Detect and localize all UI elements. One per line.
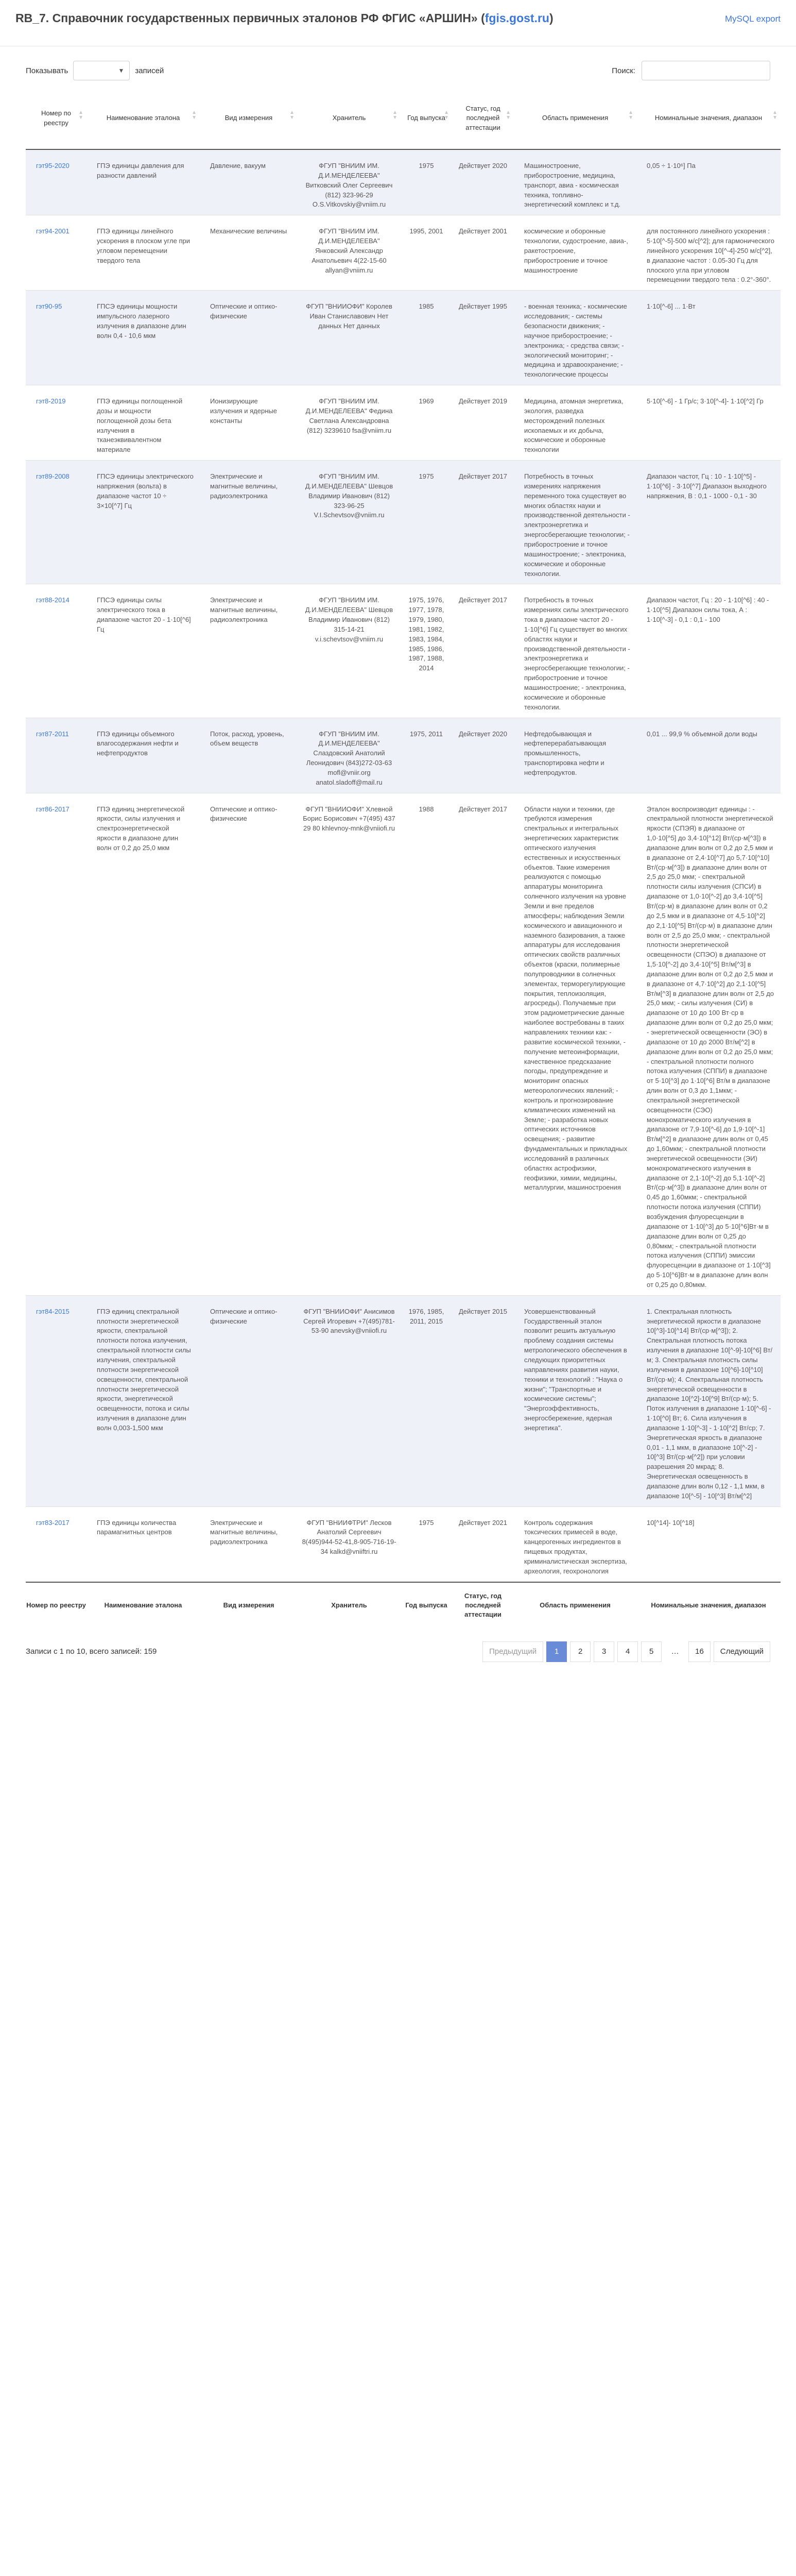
column-footer: Статус, год последней аттестации bbox=[452, 1582, 514, 1629]
page-length-select[interactable] bbox=[73, 61, 130, 80]
cell-keeper: ФГУП "ВНИИМ ИМ. Д.И.МЕНДЕЛЕЕВА" Федина Светлана Александровна (812) 3239610 fsa@vniim.ru bbox=[298, 385, 401, 461]
table-row bbox=[26, 461, 781, 584]
column-header[interactable] bbox=[26, 88, 86, 149]
cell-keeper: ФГУП "ВНИИМ ИМ. Д.И.МЕНДЕЛЕЕВА" Янковский Александр Анатольевич 4(22-15-60 allyan@vniim.ru bbox=[298, 215, 401, 291]
page-button[interactable]: 4 bbox=[617, 1641, 638, 1662]
cell-status: Действует 2001 bbox=[452, 215, 514, 291]
table-row bbox=[26, 385, 781, 461]
cell-area: Потребность в точных измерениях напряжения переменного тока существует во многих областях науки и производственной деятельности - электроэнергетика и энергосберегающие технологии; - приборостроение и точное машиностроение; - электроника, космические и оборонные технологии. bbox=[514, 461, 636, 584]
cell-range: 1·10[^-6] ... 1·Вт bbox=[636, 291, 781, 385]
mysql-export-link[interactable]: MySQL export bbox=[724, 14, 781, 24]
registry-number-link[interactable]: гэт95-2020 bbox=[36, 162, 70, 170]
page-button[interactable]: 3 bbox=[594, 1641, 614, 1662]
table-row bbox=[26, 149, 781, 215]
column-footer: Наименование эталона bbox=[86, 1582, 200, 1629]
cell-area: Усовершенствованный Государственный эталон позволит решить актуальную проблему создания системы метрологического обеспечения в следующих приоритетных направлениях развития науки, техники и технологий : "Наука о жизни"; "Транспортные и космические системы"; "Энергоэффективность, энергосбережение, ядерная энергетика". bbox=[514, 1295, 636, 1506]
table-controls bbox=[0, 46, 796, 88]
cell-year: 1975, 1976, 1977, 1978, 1979, 1980, 1981, 1982, 1983, 1984, 1985, 1986, 1987, 1988, 2014 bbox=[401, 584, 452, 718]
cell-year: 1976, 1985, 2011, 2015 bbox=[401, 1295, 452, 1506]
cell-kind: Электрические и магнитные величины, радиоэлектроника bbox=[200, 584, 298, 718]
cell-range: Эталон воспроизводит единицы : - спектральной плотности энергетической яркости (СПЭЯ) в диапазоне от 1,0·10[^5] до 3,4·10[^12] Вт/(ср·м[^3]) в диапазоне длин волн от 0,2 до 2,5 мкм и в диапазоне от 2,4·10[^7] до 5,7·10[^10] Вт/(ср·м[^3]) в диапазоне длин волн от 2,5 до 25,0 мкм; - спектральной плотности силы излучения (СПСИ) в диапазоне от 1,0·10[^-2] до 3,4·10[^5] Вт/(ср·м) в диапазоне длин волн от 0,2 до 2,5 мкм и в диапазоне от 4,5·10[^2] до 2,1·10[^5] Вт/(ср·м) в диапазоне длин волн от 2,5 до 25,0 мкм; - спектральной плотности энергетической освещенности (СПЭО) в диапазоне от 1,5·10[^-2] до 3,4·10[^5] Вт/м[^3] в диапазоне длин волн от 0,2 до 2,5 мкм и в диапазоне от 4,7·10[^2] до 2,1·10[^5] Вт/м[^3] в диапазоне длин волн от 2,5 до 25,0 мкм; - силы излучения (СИ) в диапазоне от 10 до 100 Вт·ср в диапазоне длин волн от 0,2 до 25,0 мкм; - энергетической освещенности (ЭО) в диапазоне от 10 до 2000 Вт/м[^2] в диапазоне длин волн от 0,2 до 25,0 мкм; - спектральной плотности полного потока излучения (СППИ) в диапазоне от 5·10[^3] до 1·10[^6] Вт/м в диапазоне длин волн от 0,3 до 1,1мкм; - спектральной энергетической освещенности (СЭО) монохроматического излучения в диапазоне от 7,9·10[^-6] до 1,9·10[^-1] Вт/м[^2] в диапазоне длин волн от 0,45 до 1,60мкм; - спектральной плотности энергетической освещенности (ЭИ) монохроматического излучения в диапазоне от 2,1·10[^-2] до 5,1·10[^-2] Вт/(ср·м[^3]) в диапазоне длин волн от 0,45 до 1,60мкм; - спектральной плотности потока излучения (СППИ) возбуждения флуоресценции в диапазоне от 1·10[^3] до 5·10[^6]Вт·м в диапазоне длин волн от 0,25 до 0,80мкм; - спектральной плотности потока излучения (СППИ) эмиссии флуоресценции в диапазоне от 1·10[^3] до 5·10[^6]Вт·м в диапазоне длин волн от 0,25 до 0,80мкм. bbox=[636, 793, 781, 1295]
table-header-row bbox=[26, 88, 781, 149]
search-input[interactable] bbox=[642, 61, 770, 80]
page-title-text: RB_7. Справочник государственных первичных эталонов РФ ФГИС «АРШИН» ( bbox=[15, 11, 485, 25]
sort-icon: ▲ ▼ bbox=[628, 110, 633, 121]
cell-kind: Оптические и оптико-физические bbox=[200, 1295, 298, 1506]
cell-kind: Оптические и оптико-физические bbox=[200, 793, 298, 1295]
table-row bbox=[26, 718, 781, 793]
chevron-down-icon: ▼ bbox=[118, 67, 125, 74]
cell-status: Действует 2015 bbox=[452, 1295, 514, 1506]
cell-reg bbox=[26, 584, 86, 718]
sort-icon: ▲ ▼ bbox=[444, 110, 449, 121]
registry-number-link[interactable]: гэт90-95 bbox=[36, 302, 62, 311]
cell-reg bbox=[26, 1295, 86, 1506]
page-button[interactable]: 2 bbox=[570, 1641, 591, 1662]
cell-keeper: ФГУП "ВНИИОФИ" Королев Иван Станиславович Нет данных Нет данных bbox=[298, 291, 401, 385]
cell-reg bbox=[26, 461, 86, 584]
cell-range: 10[^14]- 10[^18] bbox=[636, 1506, 781, 1582]
cell-range: для постоянного линейного ускорения : 5·10[^-5]-500 м/с[^2]; для гармонического линейного ускорения 10[^-4]-250 м/с[^2], в диапазоне частот : 0.05-30 Гц для плоского угла при угловом перемещении твердого тела : 0.2°-360°. bbox=[636, 215, 781, 291]
cell-status: Действует 1995 bbox=[452, 291, 514, 385]
table-row bbox=[26, 215, 781, 291]
sort-icon: ▲ ▼ bbox=[289, 110, 295, 121]
next-page-button[interactable]: Следующий bbox=[714, 1641, 770, 1662]
cell-area: Контроль содержания токсических примесей в воде, канцерогенных ингредиентов в пищевых продуктах, криминалистическая экспертиза, археология, геохронология bbox=[514, 1506, 636, 1582]
table-row bbox=[26, 584, 781, 718]
cell-reg bbox=[26, 1506, 86, 1582]
cell-status: Действует 2021 bbox=[452, 1506, 514, 1582]
cell-status: Действует 2020 bbox=[452, 149, 514, 215]
cell-status: Действует 2017 bbox=[452, 584, 514, 718]
column-header-label: Статус, год последней аттестации bbox=[465, 105, 500, 131]
top-bar bbox=[0, 0, 796, 46]
cell-name: ГПСЭ единицы мощности импульсного лазерного излучения в диапазоне длин волн 0,4 - 10,6 мкм bbox=[86, 291, 200, 385]
column-header-label: Хранитель bbox=[332, 114, 366, 122]
page-button[interactable]: 1 bbox=[546, 1641, 567, 1662]
cell-name: ГПЭ единицы количества парамагнитных центров bbox=[86, 1506, 200, 1582]
cell-name: ГПЭ единицы поглощенной дозы и мощности поглощенной дозы бета излучения в тканеэквивалентном материале bbox=[86, 385, 200, 461]
cell-reg bbox=[26, 291, 86, 385]
cell-reg bbox=[26, 215, 86, 291]
column-footer: Область применения bbox=[514, 1582, 636, 1629]
table-info: Записи с 1 по 10, всего записей: 159 bbox=[26, 1647, 157, 1656]
cell-reg bbox=[26, 793, 86, 1295]
sort-icon: ▲ ▼ bbox=[506, 110, 511, 121]
cell-kind: Электрические и магнитные величины, радиоэлектроника bbox=[200, 1506, 298, 1582]
cell-range: 5·10[^-6] - 1 Гр/с; 3·10[^-4]- 1·10[^2] Гр bbox=[636, 385, 781, 461]
table-row bbox=[26, 1295, 781, 1506]
cell-name: ГПЭ единицы объемного влагосодержания нефти и нефтепродуктов bbox=[86, 718, 200, 793]
table-row bbox=[26, 291, 781, 385]
cell-status: Действует 2017 bbox=[452, 793, 514, 1295]
column-header[interactable] bbox=[636, 88, 781, 149]
cell-name: ГПЭ единицы линейного ускорения в плоском угле при угловом перемещении твердого тела bbox=[86, 215, 200, 291]
column-footer: Хранитель bbox=[298, 1582, 401, 1629]
cell-keeper: ФГУП "ВНИИОФИ" Анисимов Сергей Игоревич +7(495)781-53-90 anevsky@vniiofi.ru bbox=[298, 1295, 401, 1506]
site-link[interactable]: fgis.gost.ru bbox=[484, 11, 549, 25]
registry-number-link[interactable]: гэт8-2019 bbox=[36, 397, 66, 405]
cell-kind: Ионизирующие излучения и ядерные константы bbox=[200, 385, 298, 461]
cell-range: 0,05 ÷ 1·10⁶] Па bbox=[636, 149, 781, 215]
cell-status: Действует 2019 bbox=[452, 385, 514, 461]
table-body bbox=[26, 149, 781, 1582]
column-header-label: Область применения bbox=[542, 114, 609, 122]
column-footer: Вид измерения bbox=[200, 1582, 298, 1629]
cell-range: Диапазон частот, Гц : 10 - 1·10[^5] - 1·10[^6] - 3·10[^7] Диапазон выходного напряжения, В : 0,1 - 1000 - 0,1 - 30 bbox=[636, 461, 781, 584]
cell-name: ГПЭ единицы давления для разности давлений bbox=[86, 149, 200, 215]
cell-keeper: ФГУП "ВНИИОФИ" Хлевной Борис Борисович +7(495) 437 29 80 khlevnoy-mnk@vniiofi.ru bbox=[298, 793, 401, 1295]
cell-kind: Давление, вакуум bbox=[200, 149, 298, 215]
column-header-label: Год выпуска bbox=[407, 114, 445, 122]
show-label: Показывать bbox=[26, 66, 68, 75]
column-footer: Номер по реестру bbox=[26, 1582, 86, 1629]
pagination bbox=[482, 1641, 770, 1662]
cell-area: Машиностроение, приборостроение, медицина, транспорт, авиа - космическая техника, топливно-энергетический комплекс и т.д. bbox=[514, 149, 636, 215]
page-button[interactable]: 5 bbox=[641, 1641, 662, 1662]
column-header-label: Наименование эталона bbox=[106, 114, 180, 122]
column-header-label: Номер по реестру bbox=[41, 109, 71, 127]
cell-year: 1975 bbox=[401, 149, 452, 215]
cell-keeper: ФГУП "ВНИИМ ИМ. Д.И.МЕНДЕЛЕЕВА" Витковский Олег Сергеевич (812) 323-96-29 O.S.Vitkovskiy@vniim.ru bbox=[298, 149, 401, 215]
cell-year: 1985 bbox=[401, 291, 452, 385]
column-header[interactable] bbox=[452, 88, 514, 149]
sort-icon: ▲ ▼ bbox=[392, 110, 397, 121]
table-footer-row bbox=[26, 1582, 781, 1629]
cell-range: 0,01 ... 99,9 % объемной доли воды bbox=[636, 718, 781, 793]
registry-number-link[interactable]: гэт86-2017 bbox=[36, 805, 70, 813]
column-header-label: Вид измерения bbox=[224, 114, 273, 122]
cell-year: 1975 bbox=[401, 1506, 452, 1582]
sort-icon: ▲ ▼ bbox=[78, 110, 83, 121]
previous-page-button[interactable]: Предыдущий bbox=[482, 1641, 543, 1662]
table-row bbox=[26, 793, 781, 1295]
cell-year: 1975 bbox=[401, 461, 452, 584]
sort-icon: ▲ ▼ bbox=[192, 110, 197, 121]
cell-name: ГПЭ единиц спектральной плотности энергетической яркости, спектральной плотности потока излучения, спектральной плотности силы излучения, спектральной плотности энергетической освещенности, спектральной плотности энергетической яркости, энергетической освещенности, потока и силы излучения в диапазоне длин волн 0,003-1,500 мкм bbox=[86, 1295, 200, 1506]
column-footer: Номинальные значения, диапазон bbox=[636, 1582, 781, 1629]
registry-number-link[interactable]: гэт94-2001 bbox=[36, 227, 70, 235]
cell-year: 1988 bbox=[401, 793, 452, 1295]
sort-icon: ▲ ▼ bbox=[772, 110, 777, 121]
cell-area: Медицина, атомная энергетика, экология, разведка месторождений полезных ископаемых и их добыча, космические и оборонные технологии bbox=[514, 385, 636, 461]
registry-number-link[interactable]: гэт88-2014 bbox=[36, 596, 70, 604]
registry-number-link[interactable]: гэт83-2017 bbox=[36, 1518, 70, 1527]
cell-year: 1995, 2001 bbox=[401, 215, 452, 291]
cell-area: Потребность в точных измерениях силы электрического тока в диапазоне частот 20 - 1·10[^6] Гц существует во многих областях науки и производственной деятельности - электроэнергетика и энергосберегающие технологии; - приборостроение и точное машиностроение; - электроника, космические и оборонные технологии. bbox=[514, 584, 636, 718]
cell-keeper: ФГУП "ВНИИФТРИ" Лесков Анатолий Сергеевич 8(495)944-52-41,8-905-716-19-34 kalkd@vniiftri.ru bbox=[298, 1506, 401, 1582]
column-footer: Год выпуска bbox=[401, 1582, 452, 1629]
cell-year: 1969 bbox=[401, 385, 452, 461]
column-header[interactable] bbox=[514, 88, 636, 149]
cell-reg bbox=[26, 718, 86, 793]
cell-area: космические и оборонные технологии, судостроение, авиа-, ракетостроение, приборостроение и точное машиностроение bbox=[514, 215, 636, 291]
cell-name: ГПСЭ единицы силы электрического тока в диапазоне частот 20 - 1·10[^6] Гц bbox=[86, 584, 200, 718]
cell-area: - военная техника; - космические исследования; - системы безопасности движения; - научное приборостроение; - электроника; - средства связи; - экологический мониторинг; - медицина и здравоохранение; - технологические процессы bbox=[514, 291, 636, 385]
registry-number-link[interactable]: гэт89-2008 bbox=[36, 472, 70, 481]
pagination-ellipsis: … bbox=[671, 1647, 679, 1656]
records-label: записей bbox=[135, 66, 164, 75]
page-button[interactable]: 16 bbox=[688, 1641, 711, 1662]
column-header[interactable] bbox=[86, 88, 200, 149]
cell-range: 1. Спектральная плотность энергетической яркости в диапазоне 10[^3]-10[^14] Вт/(ср·м[^3]); 2. Спектральная плотность потока излучения в диапазоне 10[^-9]-10[^6] Вт/м; 3. Спектральная плотность силы излучения в диапазоне 10[^6]-10[^10] Вт/(ср·м); 4. Спектральная плотность энергетической освещенности в диапазоне 10[^2]-10[^9] Вт/(ср·м); 5. Поток излучения в диапазоне 1·10[^-6] - 1·10[^0] Вт; 6. Сила излучения в диапазоне 1·10[^-3] - 1·10[^2] Вт/ср; 7. Энергетическая яркость в диапазоне 0,01 - 1,1 мкм, в диапазоне 10[^-2] - 10[^3] Вт/(ср·м[^2]) при условии разрешения 20 мкрад; 8. Энергетическая освещенность в диапазоне длин волн 0,12 - 1,1 мкм, в диапазоне 10[^-5] - 10[^3] Вт/м[^2] bbox=[636, 1295, 781, 1506]
cell-keeper: ФГУП "ВНИИМ ИМ. Д.И.МЕНДЕЛЕЕВА" Слаздовский Анатолий Леонидович (843)272-03-63 mofl@vniir.org anatol.sladoff@mail.ru bbox=[298, 718, 401, 793]
cell-reg bbox=[26, 149, 86, 215]
table-row bbox=[26, 1506, 781, 1582]
page-title-end: ) bbox=[549, 11, 553, 25]
cell-area: Области науки и техники, где требуются измерения спектральных и интегральных энергетических характеристик оптического излучения естественных и искусственных объектов. Такие измерения реализуются с помощью аппаратуры мониторинга солнечного излучения на уровне Земли и вне пределов атмосферы; наблюдения Земли космического и авиационного и наземного базирования, а также аппаратуры для исследования оптических свойств различных объектов (краски, полимерные полупроводники в солнечных элементах, терморегулирующие покрытия, теплоизоляция, агросреды). Получаемые при этом радиометрические данные наиболее востребованы в таких направлениях техники как: - развитие космической техники, - получение метеоинформации, качественное предсказание погоды, предупреждение и мониторинг опасных метеорологических явлений; - контроль и прогнозирование климатических изменений на Земле; - разработка новых оптических источников освещения; - развитие фундаментальных и прикладных исследований в различных областях астрофизики, геофизики, химии, медицины, металлургии, машиностроения bbox=[514, 793, 636, 1295]
cell-kind: Оптические и оптико-физические bbox=[200, 291, 298, 385]
column-header[interactable] bbox=[298, 88, 401, 149]
cell-keeper: ФГУП "ВНИИМ ИМ. Д.И.МЕНДЕЛЕЕВА" Шевцов Владимир Иванович (812) 323-96-25 V.I.Schevtsov@vniim.ru bbox=[298, 461, 401, 584]
cell-name: ГПСЭ единицы электрического напряжения (вольта) в диапазоне частот 10 ÷ 3×10[^7] Гц bbox=[86, 461, 200, 584]
cell-kind: Электрические и магнитные величины, радиоэлектроника bbox=[200, 461, 298, 584]
cell-year: 1975, 2011 bbox=[401, 718, 452, 793]
cell-area: Нефтедобывающая и нефтеперерабатывающая промышленность, транспортировка нефти и нефтепродуктов. bbox=[514, 718, 636, 793]
cell-reg bbox=[26, 385, 86, 461]
cell-range: Диапазон частот, Гц : 20 - 1·10[^6] : 40 - 1·10[^5] Диапазон силы тока, А : 1·10[^-3] - 0,1 : 0,1 - 100 bbox=[636, 584, 781, 718]
registry-number-link[interactable]: гэт87-2011 bbox=[36, 730, 69, 738]
column-header[interactable] bbox=[200, 88, 298, 149]
column-header-label: Номинальные значения, диапазон bbox=[654, 114, 763, 122]
column-header[interactable] bbox=[401, 88, 452, 149]
cell-kind: Механические величины bbox=[200, 215, 298, 291]
cell-keeper: ФГУП "ВНИИМ ИМ. Д.И.МЕНДЕЛЕЕВА" Шевцов Владимир Иванович (812) 315-14-21 v.i.schevtsov@vniim.ru bbox=[298, 584, 401, 718]
cell-name: ГПЭ единиц энергетической яркости, силы излучения и спектроэнергетической яркости в диапазоне длин волн от 0,2 до 25,0 мкм bbox=[86, 793, 200, 1295]
cell-status: Действует 2017 bbox=[452, 461, 514, 584]
cell-kind: Поток, расход, уровень, объем веществ bbox=[200, 718, 298, 793]
cell-status: Действует 2020 bbox=[452, 718, 514, 793]
standards-table bbox=[26, 88, 781, 1629]
search-label: Поиск: bbox=[612, 66, 635, 75]
table-bottom bbox=[0, 1629, 796, 1675]
page-title bbox=[15, 11, 553, 25]
registry-number-link[interactable]: гэт84-2015 bbox=[36, 1307, 70, 1315]
